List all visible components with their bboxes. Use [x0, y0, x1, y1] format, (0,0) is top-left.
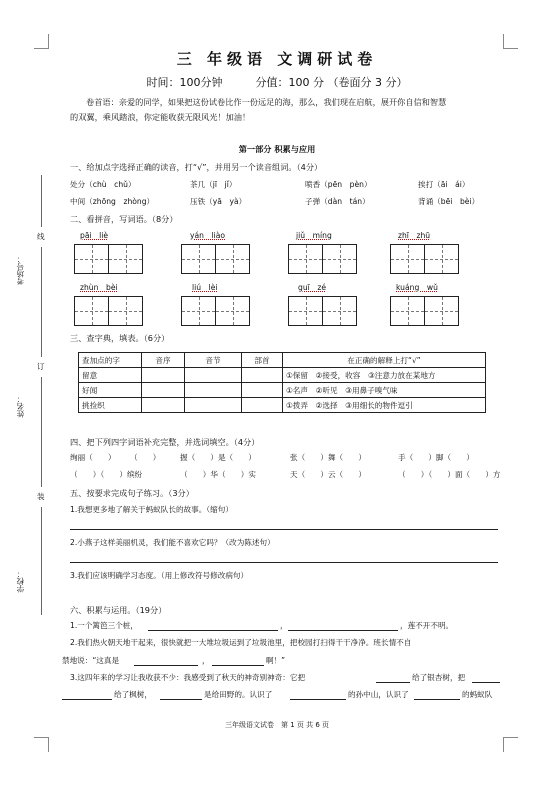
- table-cell[interactable]: ①保留 ②接受，收容 ③注意力放在某地方: [283, 368, 486, 383]
- q6-text: 是给田野的。认识了: [204, 690, 273, 699]
- q2-pinyin: zhùn bèi: [80, 283, 118, 292]
- q6-text: 1.一个篱笆三个桩，: [70, 621, 138, 630]
- blank-line[interactable]: [472, 682, 500, 683]
- answer-cell[interactable]: [185, 383, 242, 398]
- writing-box[interactable]: [181, 296, 216, 326]
- q1-item: 中间（zhōng zhòng）: [70, 197, 155, 206]
- q1-item: 喷香（pēn pèn）: [305, 180, 372, 189]
- q6-text: ，: [202, 656, 210, 665]
- writing-box[interactable]: [288, 296, 323, 326]
- q1-item: 子弹（dàn tán）: [305, 197, 370, 206]
- table-cell: 好闻: [79, 383, 142, 398]
- q2-pinyin: guī zé: [298, 283, 326, 292]
- table-header: 查加点的字: [79, 353, 142, 368]
- blank-line[interactable]: [288, 630, 398, 631]
- answer-cell[interactable]: [142, 398, 185, 413]
- answer-cell[interactable]: [185, 368, 242, 383]
- q4-item: （ ）（ ）缤纷: [70, 470, 143, 479]
- q1-title: 一、给加点字选择正确的读音，打“√”，并用另一个读音组词。（4分）: [70, 162, 323, 172]
- exam-time: 时间：100分钟: [146, 76, 223, 89]
- answer-cell[interactable]: [185, 398, 242, 413]
- exam-info: [0, 74, 554, 90]
- answer-cell[interactable]: [242, 398, 283, 413]
- seal-line: [41, 507, 42, 615]
- blank-line[interactable]: [414, 699, 460, 700]
- writing-box[interactable]: [74, 296, 109, 326]
- bind-mark: 装: [37, 492, 45, 501]
- answer-cell[interactable]: [142, 368, 185, 383]
- q6-text: ，: [280, 621, 288, 630]
- answer-line[interactable]: [70, 529, 498, 530]
- writing-box[interactable]: [322, 296, 357, 326]
- table-header-row: [79, 353, 486, 368]
- q6-text: 的蚂蚁队: [462, 690, 493, 699]
- table-cell[interactable]: ①拨弄 ②选择 ③用细长的物件逗引: [283, 398, 486, 413]
- table-cell: 留意: [79, 368, 142, 383]
- dictionary-table: [78, 352, 486, 413]
- writing-box[interactable]: [108, 296, 143, 326]
- q5-item: 1.我想更多地了解关于蚂蚁队长的故事。（缩句）: [70, 505, 233, 514]
- q4-item: （ ）: [130, 453, 161, 462]
- writing-box[interactable]: [424, 244, 459, 274]
- q4-item: （ ）（ ）面（ ）方: [398, 470, 501, 479]
- writing-box[interactable]: [108, 244, 143, 274]
- table-row: [79, 368, 486, 383]
- q2-pinyin: zhī zhū: [398, 231, 431, 240]
- exam-title: 三 年级语 文调研试卷: [176, 50, 378, 68]
- blank-line[interactable]: [212, 665, 264, 666]
- q2-pinyin: kuáng wǔ: [396, 283, 438, 292]
- seal-line: [41, 175, 42, 227]
- q6-text: 禁地说：“这真是: [62, 656, 120, 665]
- fold-mark: 订: [37, 362, 45, 371]
- exam-score: 分值：100 分 （卷面分 3 分）: [255, 76, 408, 89]
- writing-box[interactable]: [390, 244, 425, 274]
- q1-item: 处分（chù chǔ）: [70, 180, 136, 189]
- table-header: 音序: [142, 353, 185, 368]
- answer-cell[interactable]: [242, 383, 283, 398]
- q2-pinyin: yán liào: [190, 231, 226, 240]
- intro-line-1: 卷首语：亲爱的同学，如果把这份试卷比作一份远足的海，那么，我们现在启航，展开你自信和智慧: [86, 97, 447, 107]
- table-cell[interactable]: ①名声 ②听见 ③用鼻子嗅气味: [283, 383, 486, 398]
- q1-item: 茶几（jī jǐ）: [190, 180, 237, 189]
- q3-title: 三、查字典，填表。（6分）: [70, 333, 170, 343]
- blank-line[interactable]: [148, 630, 278, 631]
- seal-mark: 线: [37, 232, 45, 241]
- q2-title: 二、看拼音，写词语。（8分）: [70, 214, 178, 224]
- q6-text: 给了银杏树，把: [412, 673, 466, 682]
- page-footer: 三年级语文试卷 第 1 页 共 6 页: [224, 721, 330, 729]
- crop-mark-top-left: [34, 34, 49, 49]
- crop-mark-top-right: [503, 34, 518, 49]
- writing-box[interactable]: [215, 296, 250, 326]
- q4-item: 绚丽（ ）: [70, 453, 116, 462]
- q6-text: 2.我们热火朝天地干起来，很快就把一大堆垃圾运到了垃圾池里，把校园打扫得干干净净。班长情不自: [70, 638, 412, 647]
- name-label: 姓名：: [16, 395, 25, 418]
- part1-heading: 第一部分 积累与应用: [238, 144, 316, 154]
- q1-item: 背诵（bēi bèi）: [418, 197, 480, 206]
- school-label: 学校：: [16, 570, 25, 593]
- q5-item: 3.我们应该明确学习态度。（用上修改符号修改病句）: [70, 571, 249, 580]
- q1-item: 压铁（yā yà）: [190, 197, 247, 206]
- exam-no-label: 考场号：: [16, 255, 25, 286]
- table-header: 音节: [185, 353, 242, 368]
- writing-box[interactable]: [215, 244, 250, 274]
- q4-item: （ ）华（ ）实: [180, 470, 256, 479]
- q6-text: 3.这四年来的学习让我收获不少：我感受到了秋天的神奇别神奇：它把: [70, 673, 306, 682]
- q6-text: 啊！”: [266, 656, 286, 665]
- q2-pinyin: jiǔ míng: [296, 231, 332, 240]
- blank-line[interactable]: [290, 699, 346, 700]
- writing-box[interactable]: [288, 244, 323, 274]
- q4-item: 天（ ）云（ ）: [290, 470, 366, 479]
- blank-line[interactable]: [134, 665, 198, 666]
- q6-text: 的孙中山，认识了: [348, 690, 409, 699]
- q2-pinyin: pāi liè: [80, 231, 109, 240]
- intro-line-2: 的双翼，乘风踏浪，你定能收获无限风光！加油！: [70, 112, 251, 122]
- seal-line: [41, 377, 42, 487]
- q4-item: 握（ ）是（ ）: [180, 453, 256, 462]
- blank-line[interactable]: [376, 682, 410, 683]
- seal-line: [41, 247, 42, 357]
- table-row: [79, 398, 486, 413]
- seal-sidebar: [5, 175, 69, 615]
- answer-cell[interactable]: [242, 368, 283, 383]
- answer-cell[interactable]: [142, 383, 185, 398]
- table-row: [79, 383, 486, 398]
- q4-item: 张（ ）舞（ ）: [290, 453, 366, 462]
- answer-line[interactable]: [70, 562, 498, 563]
- writing-box[interactable]: [74, 244, 109, 274]
- q4-title: 四、把下列四字词语补充完整，并选词填空。（4分）: [70, 437, 260, 447]
- table-header: 在正确的解释上打“√”: [283, 353, 486, 368]
- blank-line[interactable]: [160, 699, 202, 700]
- writing-box[interactable]: [424, 296, 459, 326]
- q5-title: 五、按要求完成句子练习。（3分）: [70, 488, 194, 498]
- q2-pinyin: liú lèi: [192, 283, 218, 292]
- q6-text: 给了枫树，: [114, 690, 152, 699]
- q5-item: 2.小燕子这样美丽机灵，我们能不喜欢它吗？（改为陈述句）: [70, 538, 275, 547]
- q1-item: 挨打（āi ái）: [418, 180, 470, 189]
- blank-line[interactable]: [62, 699, 112, 700]
- crop-mark-bottom-left: [34, 737, 49, 752]
- writing-box[interactable]: [390, 296, 425, 326]
- crop-mark-bottom-right: [503, 737, 518, 752]
- table-cell: 挑捡织: [79, 398, 142, 413]
- q4-item: 手（ ）脚（ ）: [398, 453, 474, 462]
- table-header: 部首: [242, 353, 283, 368]
- writing-box[interactable]: [181, 244, 216, 274]
- writing-box[interactable]: [322, 244, 357, 274]
- q6-text: ，莲不开不明。: [400, 621, 454, 630]
- q6-title: 六、积累与运用。（19分）: [70, 605, 167, 615]
